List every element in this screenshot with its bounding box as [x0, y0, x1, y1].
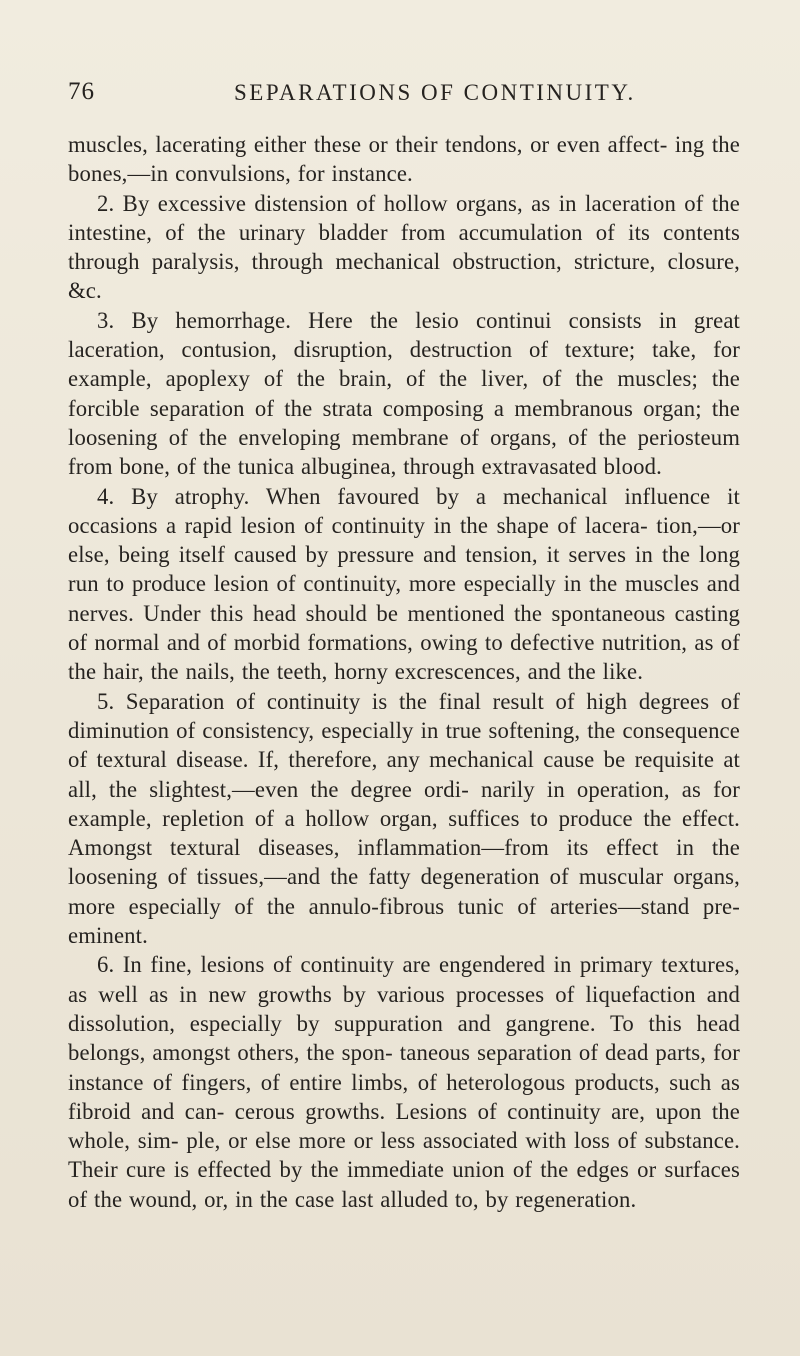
paragraph-2-distension: 2. By excessive distension of hollow organs, as in laceration of the intestine, of the urinary bladder from accumulation of its contents through paralysis, through mechanical obstruction, stricture, closure, &c. — [68, 190, 740, 304]
paragraph-continuation: muscles, lacerating either these or their tendons, or even affect- ing the bones,—in convulsions, for instance. — [68, 132, 740, 187]
body-text — [68, 130, 740, 1214]
paragraph-5-softening: 5. Separation of continuity is the final result of high degrees of diminution of consistency, especially in true softening, the consequence of textural disease. If, therefore, any mechanical cause be requisite at all, the slightest,—even the degree ordi- narily in operation, as for example, repletion of a hollow organ, suffices to produce the effect. Amongst textural diseases, inflammation—from its effect in the loosening of tissues,—and the fatty degeneration of muscular organs, more especially of the annulo-fibrous tunic of arteries—stand pre-eminent. — [68, 688, 740, 949]
running-title: SEPARATIONS OF CONTINUITY. — [234, 80, 636, 105]
paragraph-3-hemorrhage: 3. By hemorrhage. Here the lesio continui consists in great laceration, contusion, disruption, destruction of texture; take, for example, apoplexy of the brain, of the liver, of the muscles; the forcible separation of the strata composing a membranous organ; the loosening of the enveloping membrane of organs, of the periosteum from bone, of the tunica albuginea, through extravasated blood. — [68, 307, 740, 480]
running-head — [68, 0, 740, 130]
paragraph-6-liquefaction: 6. In fine, lesions of continuity are engendered in primary textures, as well as in new growths by various processes of liquefaction and dissolution, especially by suppuration and gangrene. To this head belongs, amongst others, the spon- taneous separation of dead parts, for instance of fingers, of entire limbs, of heterologous products, such as fibroid and can- cerous growths. Lesions of continuity are, upon the whole, sim- ple, or else more or less associated with loss of substance. Their cure is effected by the immediate union of the edges or surfaces of the wound, or, in the case last alluded to, by regeneration. — [68, 952, 740, 1212]
page-number: 76 — [68, 78, 95, 105]
paragraph-4-atrophy: 4. By atrophy. When favoured by a mechanical influence it occasions a rapid lesion of continuity in the shape of lacera- tion,—or else, being itself caused by pressure and tension, it serves in the long run to produce lesion of continuity, more especially in the muscles and nerves. Under this head should be mentioned the spontaneous casting of normal and of morbid formations, owing to defective nutrition, as of the hair, the nails, the teeth, horny excrescences, and the like. — [68, 483, 740, 685]
